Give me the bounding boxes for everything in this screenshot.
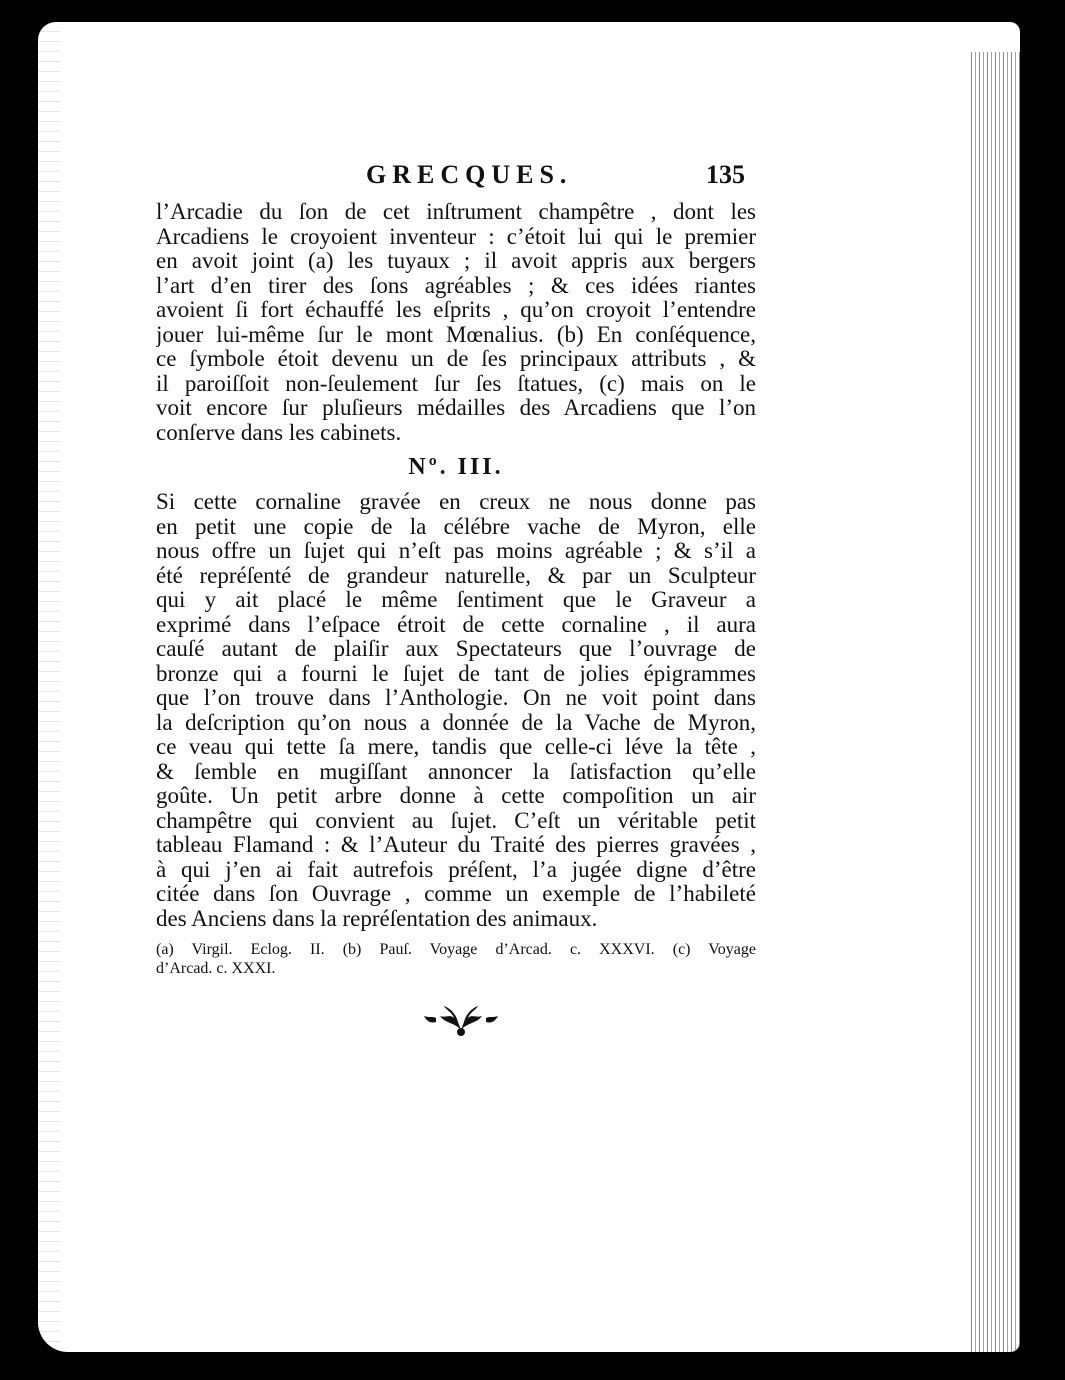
text-line: bronze qui a fourni le ſujet de tant de jolies épigrammes: [156, 661, 756, 686]
page-fore-edge: [968, 52, 1020, 1352]
page-header: [156, 160, 756, 196]
book-page: [38, 22, 1020, 1352]
text-line: la deſcription qu’on nous a donnée de la Vache de Myron,: [156, 710, 756, 735]
main-paragraph: [156, 490, 756, 931]
footnote-line: d’Arcad. c. XXXI.: [156, 960, 276, 977]
text-line: en petit une copie de la célébre vache de Myron, elle: [156, 514, 756, 539]
text-line: goûte. Un petit arbre donne à cette compoſition un air: [156, 784, 756, 808]
footnotes: [156, 940, 756, 978]
text-line: cauſé autant de plaiſir aux Spectateurs que l’ouvrage de: [156, 637, 756, 661]
text-line: que l’on trouve dans l’Anthologie. On ne voit point dans: [156, 686, 756, 710]
text-line: qui y ait placé le même ſentiment que le Graveur a: [156, 588, 756, 612]
text-line: l’art d’en tirer des ſons agréables ; & ces idées riantes: [156, 273, 756, 298]
text-line: conſerve dans les cabinets.: [156, 420, 402, 445]
text-line: & ſemble en mugiſſant annoncer la ſatisfaction qu’elle: [156, 759, 756, 784]
text-line: en avoit joint (a) les tuyaux ; il avoit appris aux bergers: [156, 249, 756, 273]
text-line: citée dans ſon Ouvrage , comme un exemple de l’habileté: [156, 882, 756, 906]
text-line: à qui j’en ai fait autrefois préſent, l’a jugée digne d’être: [156, 857, 756, 882]
top-paragraph: [156, 200, 756, 445]
footnote-line: (a) Virgil. Eclog. II. (b) Pauſ. Voyage d’Arcad. c. XXXVI. (c) Voyage: [156, 941, 756, 958]
text-line: champêtre qui convient au ſujet. C’eſt un véritable petit: [156, 808, 756, 833]
text-line: voit encore ſur pluſieurs médailles des Arcadiens que l’on: [156, 396, 756, 420]
section-heading: Nº. III.: [408, 454, 504, 480]
text-line: exprimé dans l’eſpace étroit de cette cornaline , il aura: [156, 612, 756, 637]
text-line: été repréſenté de grandeur naturelle, & par un Sculpteur: [156, 563, 756, 588]
text-line: Arcadiens le croyoient inventeur : c’étoit lui qui le premier: [156, 224, 756, 249]
text-line: tableau Flamand : & l’Auteur du Traité des pierres gravées ,: [156, 833, 756, 857]
text-line: jouer lui-même ſur le mont Mœnalius. (b) En conſéquence,: [156, 322, 756, 347]
page-number: 135: [706, 160, 745, 189]
text-line: l’Arcadie du ſon de cet inſtrument champêtre , dont les: [156, 200, 756, 224]
fleuron-ornament-icon: [416, 1000, 506, 1040]
text-line: avoient ſi fort échauffé les eſprits , qu’on croyoit l’entendre: [156, 298, 756, 322]
text-line: Si cette cornaline gravée en creux ne nous donne pas: [156, 490, 756, 514]
text-line: ce veau qui tette ſa mere, tandis que celle-ci léve la tête ,: [156, 735, 756, 759]
page-left-edge: [38, 22, 60, 1352]
text-line: ce ſymbole étoit devenu un de ſes principaux attributs , &: [156, 347, 756, 371]
text-line: il paroiſſoit non-ſeulement ſur ſes ſtatues, (c) mais on le: [156, 371, 756, 396]
text-line: des Anciens dans la repréſentation des animaux.: [156, 906, 598, 931]
text-line: nous offre un ſujet qui n’eſt pas moins agréable ; & s’il a: [156, 539, 756, 563]
running-head: GRECQUES.: [366, 160, 573, 189]
